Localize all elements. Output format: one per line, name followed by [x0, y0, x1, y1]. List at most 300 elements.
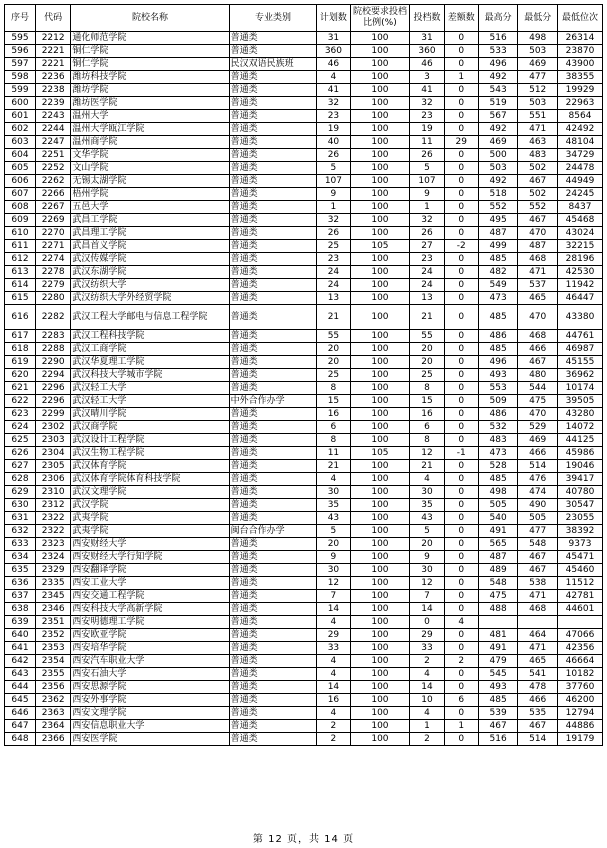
cell-category: 普通类 — [229, 292, 317, 305]
cell-rank: 22963 — [558, 97, 603, 110]
cell-max: 475 — [478, 590, 518, 603]
cell-diff: 1 — [444, 71, 478, 84]
cell-diff: 0 — [444, 668, 478, 681]
cell-category: 普通类 — [229, 71, 317, 84]
cell-school: 武汉晴川学院 — [71, 408, 229, 421]
cell-diff: 0 — [444, 551, 478, 564]
table-row — [5, 694, 603, 707]
cell-ratio: 100 — [350, 655, 410, 668]
cell-ratio: 100 — [350, 369, 410, 382]
cell-ratio: 100 — [350, 149, 410, 162]
cell-ratio: 100 — [350, 473, 410, 486]
cell-school: 温州大学瓯江学院 — [71, 123, 229, 136]
cell-rank: 45155 — [558, 356, 603, 369]
cell-diff: 2 — [444, 655, 478, 668]
table-row — [5, 603, 603, 616]
cell-plan: 25 — [317, 240, 350, 253]
table-row — [5, 201, 603, 214]
cell-school: 潍坊医学院 — [71, 97, 229, 110]
cell-diff: 0 — [444, 253, 478, 266]
table-row — [5, 188, 603, 201]
cell-filed: 8 — [410, 434, 444, 447]
cell-max: 503 — [478, 162, 518, 175]
table-row — [5, 733, 603, 746]
table-row — [5, 162, 603, 175]
cell-rank: 39417 — [558, 473, 603, 486]
cell-diff: 0 — [444, 681, 478, 694]
cell-category: 普通类 — [229, 253, 317, 266]
cell-school: 武汉轻工大学 — [71, 382, 229, 395]
cell-ratio: 100 — [350, 460, 410, 473]
cell-max: 496 — [478, 58, 518, 71]
col-header-ratio: 院校要求投档比例(%) — [350, 5, 410, 32]
cell-diff: 29 — [444, 136, 478, 149]
cell-plan: 4 — [317, 71, 350, 84]
cell-filed: 0 — [410, 616, 444, 629]
table-row — [5, 408, 603, 421]
cell-diff: 0 — [444, 564, 478, 577]
cell-plan: 9 — [317, 188, 350, 201]
cell-seq: 632 — [5, 525, 36, 538]
cell-rank: 10182 — [558, 668, 603, 681]
cell-plan: 33 — [317, 642, 350, 655]
table-row — [5, 395, 603, 408]
cell-filed: 21 — [410, 460, 444, 473]
cell-category: 普通类 — [229, 330, 317, 343]
table-row — [5, 434, 603, 447]
table-row — [5, 45, 603, 58]
cell-code: 2280 — [36, 292, 71, 305]
cell-ratio: 100 — [350, 499, 410, 512]
cell-code: 2303 — [36, 434, 71, 447]
table-row — [5, 551, 603, 564]
cell-ratio: 100 — [350, 110, 410, 123]
cell-plan: 8 — [317, 382, 350, 395]
cell-rank: 46664 — [558, 655, 603, 668]
cell-filed: 13 — [410, 292, 444, 305]
table-row — [5, 538, 603, 551]
cell-diff: 0 — [444, 227, 478, 240]
cell-plan: 16 — [317, 694, 350, 707]
cell-school: 梧州学院 — [71, 188, 229, 201]
cell-school: 西安医学院 — [71, 733, 229, 746]
table-header — [5, 5, 603, 32]
cell-rank: 43380 — [558, 305, 603, 330]
cell-category: 普通类 — [229, 162, 317, 175]
cell-diff: 0 — [444, 707, 478, 720]
cell-ratio: 100 — [350, 486, 410, 499]
cell-diff: 0 — [444, 538, 478, 551]
cell-filed: 32 — [410, 97, 444, 110]
cell-max: 516 — [478, 733, 518, 746]
cell-filed: 12 — [410, 447, 444, 460]
cell-filed: 360 — [410, 45, 444, 58]
cell-code: 2346 — [36, 603, 71, 616]
table-row — [5, 136, 603, 149]
col-header-rank: 最低位次 — [558, 5, 603, 32]
cell-min: 477 — [518, 71, 558, 84]
table-row — [5, 642, 603, 655]
table-row — [5, 110, 603, 123]
cell-category: 普通类 — [229, 240, 317, 253]
table-row — [5, 681, 603, 694]
cell-filed: 16 — [410, 408, 444, 421]
cell-diff: 0 — [444, 421, 478, 434]
cell-seq: 614 — [5, 279, 36, 292]
col-header-max: 最高分 — [478, 5, 518, 32]
cell-rank: 9373 — [558, 538, 603, 551]
cell-seq: 606 — [5, 175, 36, 188]
cell-ratio: 100 — [350, 720, 410, 733]
cell-min: 514 — [518, 460, 558, 473]
cell-seq: 633 — [5, 538, 36, 551]
cell-ratio: 100 — [350, 84, 410, 97]
col-header-diff: 差额数 — [444, 5, 478, 32]
cell-ratio: 100 — [350, 408, 410, 421]
cell-max: 533 — [478, 45, 518, 58]
cell-rank: 26314 — [558, 32, 603, 45]
cell-min: 503 — [518, 97, 558, 110]
cell-code: 2221 — [36, 45, 71, 58]
cell-diff: 0 — [444, 434, 478, 447]
table-row — [5, 71, 603, 84]
cell-category: 普通类 — [229, 175, 317, 188]
cell-ratio: 100 — [350, 590, 410, 603]
cell-category: 普通类 — [229, 590, 317, 603]
cell-max: 492 — [478, 71, 518, 84]
cell-category: 普通类 — [229, 460, 317, 473]
cell-plan: 107 — [317, 175, 350, 188]
cell-seq: 598 — [5, 71, 36, 84]
cell-seq: 637 — [5, 590, 36, 603]
cell-min: 512 — [518, 84, 558, 97]
cell-plan: 4 — [317, 668, 350, 681]
cell-school: 武汉东湖学院 — [71, 266, 229, 279]
cell-max: 481 — [478, 629, 518, 642]
cell-school: 西安信息职业大学 — [71, 720, 229, 733]
cell-rank: 24478 — [558, 162, 603, 175]
cell-diff: 0 — [444, 395, 478, 408]
table-row — [5, 369, 603, 382]
cell-filed: 11 — [410, 136, 444, 149]
cell-diff: 0 — [444, 590, 478, 603]
cell-ratio: 100 — [350, 525, 410, 538]
cell-code: 2238 — [36, 84, 71, 97]
cell-code: 2282 — [36, 305, 71, 330]
page-footer: 第 12 页，共 14 页 — [252, 834, 355, 845]
cell-plan: 55 — [317, 330, 350, 343]
cell-diff: 0 — [444, 58, 478, 71]
cell-school: 武汉纺织大学 — [71, 279, 229, 292]
cell-ratio: 100 — [350, 512, 410, 525]
cell-min: 514 — [518, 733, 558, 746]
cell-code: 2362 — [36, 694, 71, 707]
cell-diff: 0 — [444, 603, 478, 616]
cell-seq: 617 — [5, 330, 36, 343]
cell-min: 470 — [518, 305, 558, 330]
cell-filed: 6 — [410, 421, 444, 434]
cell-filed: 46 — [410, 58, 444, 71]
cell-plan: 2 — [317, 720, 350, 733]
cell-school: 武昌首义学院 — [71, 240, 229, 253]
cell-rank: 8564 — [558, 110, 603, 123]
cell-category: 普通类 — [229, 266, 317, 279]
cell-filed: 55 — [410, 330, 444, 343]
cell-rank: 43024 — [558, 227, 603, 240]
cell-diff: 0 — [444, 577, 478, 590]
cell-category: 普通类 — [229, 447, 317, 460]
cell-school: 五邑大学 — [71, 201, 229, 214]
cell-max: 467 — [478, 720, 518, 733]
cell-school: 武汉传媒学院 — [71, 253, 229, 266]
cell-school: 西安明德理工学院 — [71, 616, 229, 629]
cell-filed: 25 — [410, 369, 444, 382]
cell-filed: 12 — [410, 577, 444, 590]
cell-min: 468 — [518, 603, 558, 616]
cell-max: 492 — [478, 175, 518, 188]
cell-max: 487 — [478, 227, 518, 240]
cell-school: 武汉设计工程学院 — [71, 434, 229, 447]
cell-max: 488 — [478, 603, 518, 616]
cell-seq: 622 — [5, 395, 36, 408]
cell-filed: 5 — [410, 525, 444, 538]
cell-seq: 607 — [5, 188, 36, 201]
cell-rank: 46447 — [558, 292, 603, 305]
cell-ratio: 100 — [350, 707, 410, 720]
cell-filed: 20 — [410, 356, 444, 369]
cell-max: 492 — [478, 123, 518, 136]
cell-seq: 627 — [5, 460, 36, 473]
cell-min: 487 — [518, 240, 558, 253]
cell-plan: 35 — [317, 499, 350, 512]
cell-filed: 4 — [410, 668, 444, 681]
cell-ratio: 100 — [350, 694, 410, 707]
cell-plan: 26 — [317, 227, 350, 240]
cell-category: 普通类 — [229, 188, 317, 201]
cell-code: 2353 — [36, 642, 71, 655]
cell-ratio: 100 — [350, 188, 410, 201]
cell-school: 温州大学 — [71, 110, 229, 123]
table-row — [5, 97, 603, 110]
cell-diff: 0 — [444, 32, 478, 45]
cell-rank: 28196 — [558, 253, 603, 266]
cell-code: 2329 — [36, 564, 71, 577]
cell-rank: 12794 — [558, 707, 603, 720]
cell-school: 武夷学院 — [71, 525, 229, 538]
cell-code: 2366 — [36, 733, 71, 746]
cell-category: 普通类 — [229, 214, 317, 227]
cell-diff: 0 — [444, 279, 478, 292]
cell-diff: 0 — [444, 629, 478, 642]
cell-seq: 609 — [5, 214, 36, 227]
cell-code: 2322 — [36, 525, 71, 538]
cell-diff: 0 — [444, 123, 478, 136]
cell-seq: 616 — [5, 305, 36, 330]
cell-filed: 20 — [410, 343, 444, 356]
cell-min: 467 — [518, 551, 558, 564]
cell-diff: 0 — [444, 382, 478, 395]
cell-code: 2262 — [36, 175, 71, 188]
cell-category: 普通类 — [229, 473, 317, 486]
cell-min: 469 — [518, 434, 558, 447]
cell-plan: 25 — [317, 369, 350, 382]
cell-filed: 30 — [410, 564, 444, 577]
cell-plan: 31 — [317, 32, 350, 45]
cell-ratio: 100 — [350, 668, 410, 681]
cell-category: 普通类 — [229, 499, 317, 512]
cell-max: 539 — [478, 707, 518, 720]
cell-school: 潍坊科技学院 — [71, 71, 229, 84]
cell-min: 538 — [518, 577, 558, 590]
cell-plan: 4 — [317, 707, 350, 720]
cell-seq: 605 — [5, 162, 36, 175]
table-row — [5, 473, 603, 486]
cell-diff: 0 — [444, 356, 478, 369]
cell-code: 2278 — [36, 266, 71, 279]
cell-plan: 4 — [317, 473, 350, 486]
cell-min: 480 — [518, 369, 558, 382]
cell-ratio: 100 — [350, 32, 410, 45]
cell-filed: 24 — [410, 266, 444, 279]
cell-max: 493 — [478, 681, 518, 694]
cell-code: 2266 — [36, 188, 71, 201]
cell-seq: 624 — [5, 421, 36, 434]
cell-min: 470 — [518, 408, 558, 421]
cell-school: 西安石油大学 — [71, 668, 229, 681]
cell-seq: 640 — [5, 629, 36, 642]
cell-category: 普通类 — [229, 201, 317, 214]
cell-max: 493 — [478, 369, 518, 382]
cell-code: 2294 — [36, 369, 71, 382]
cell-max: 496 — [478, 356, 518, 369]
cell-seq: 623 — [5, 408, 36, 421]
cell-min: 471 — [518, 266, 558, 279]
cell-min: 463 — [518, 136, 558, 149]
cell-rank: 11512 — [558, 577, 603, 590]
cell-diff: 1 — [444, 720, 478, 733]
cell-diff: 0 — [444, 460, 478, 473]
cell-max: 498 — [478, 486, 518, 499]
cell-rank: 19046 — [558, 460, 603, 473]
cell-min: 505 — [518, 512, 558, 525]
cell-plan: 9 — [317, 551, 350, 564]
cell-min: 478 — [518, 681, 558, 694]
cell-min: 541 — [518, 668, 558, 681]
cell-category: 普通类 — [229, 369, 317, 382]
cell-rank: 32215 — [558, 240, 603, 253]
cell-seq: 610 — [5, 227, 36, 240]
cell-plan: 7 — [317, 590, 350, 603]
cell-ratio: 100 — [350, 279, 410, 292]
cell-max: 482 — [478, 266, 518, 279]
cell-min: 471 — [518, 123, 558, 136]
cell-category: 普通类 — [229, 720, 317, 733]
cell-diff: 0 — [444, 84, 478, 97]
cell-filed: 9 — [410, 188, 444, 201]
cell-diff: 6 — [444, 694, 478, 707]
col-header-seq: 序号 — [5, 5, 36, 32]
cell-code: 2324 — [36, 551, 71, 564]
cell-max: 528 — [478, 460, 518, 473]
cell-diff: 0 — [444, 642, 478, 655]
cell-rank: 42530 — [558, 266, 603, 279]
cell-seq: 595 — [5, 32, 36, 45]
cell-plan: 8 — [317, 434, 350, 447]
cell-category: 闽台合作办学 — [229, 525, 317, 538]
cell-category: 普通类 — [229, 681, 317, 694]
cell-code: 2244 — [36, 123, 71, 136]
cell-plan: 19 — [317, 123, 350, 136]
cell-school: 西安交通工程学院 — [71, 590, 229, 603]
cell-max: 548 — [478, 577, 518, 590]
cell-category: 普通类 — [229, 538, 317, 551]
cell-diff: 0 — [444, 305, 478, 330]
cell-code: 2290 — [36, 356, 71, 369]
cell-school: 潍坊学院 — [71, 84, 229, 97]
cell-min: 469 — [518, 58, 558, 71]
table-row — [5, 577, 603, 590]
cell-school: 武汉科技大学城市学院 — [71, 369, 229, 382]
cell-plan: 12 — [317, 577, 350, 590]
cell-max: 485 — [478, 253, 518, 266]
cell-seq: 626 — [5, 447, 36, 460]
cell-ratio: 100 — [350, 681, 410, 694]
cell-filed: 21 — [410, 305, 444, 330]
cell-diff: 0 — [444, 149, 478, 162]
cell-code: 2239 — [36, 97, 71, 110]
cell-max: 491 — [478, 642, 518, 655]
table-row — [5, 214, 603, 227]
col-header-min: 最低分 — [518, 5, 558, 32]
cell-ratio: 100 — [350, 330, 410, 343]
cell-rank: 42781 — [558, 590, 603, 603]
cell-rank: 44949 — [558, 175, 603, 188]
cell-max: 500 — [478, 149, 518, 162]
cell-seq: 639 — [5, 616, 36, 629]
cell-filed: 24 — [410, 279, 444, 292]
cell-code: 2355 — [36, 668, 71, 681]
cell-rank: 43280 — [558, 408, 603, 421]
cell-ratio: 105 — [350, 447, 410, 460]
cell-category: 普通类 — [229, 97, 317, 110]
cell-min: 466 — [518, 343, 558, 356]
cell-min: 529 — [518, 421, 558, 434]
cell-filed: 35 — [410, 499, 444, 512]
cell-code: 2322 — [36, 512, 71, 525]
cell-category: 普通类 — [229, 343, 317, 356]
cell-min: 475 — [518, 395, 558, 408]
cell-school: 西安思源学院 — [71, 681, 229, 694]
cell-code: 2364 — [36, 720, 71, 733]
cell-category: 普通类 — [229, 279, 317, 292]
cell-ratio: 100 — [350, 227, 410, 240]
cell-filed: 30 — [410, 486, 444, 499]
cell-filed: 14 — [410, 681, 444, 694]
cell-min: 470 — [518, 227, 558, 240]
cell-filed: 4 — [410, 473, 444, 486]
table-row — [5, 123, 603, 136]
cell-ratio: 100 — [350, 175, 410, 188]
cell-seq: 618 — [5, 343, 36, 356]
cell-ratio: 100 — [350, 564, 410, 577]
cell-filed: 3 — [410, 71, 444, 84]
cell-rank: 8437 — [558, 201, 603, 214]
cell-category: 中外合作办学 — [229, 395, 317, 408]
cell-school: 文华学院 — [71, 149, 229, 162]
table-row — [5, 460, 603, 473]
cell-code: 2312 — [36, 499, 71, 512]
cell-min: 502 — [518, 188, 558, 201]
